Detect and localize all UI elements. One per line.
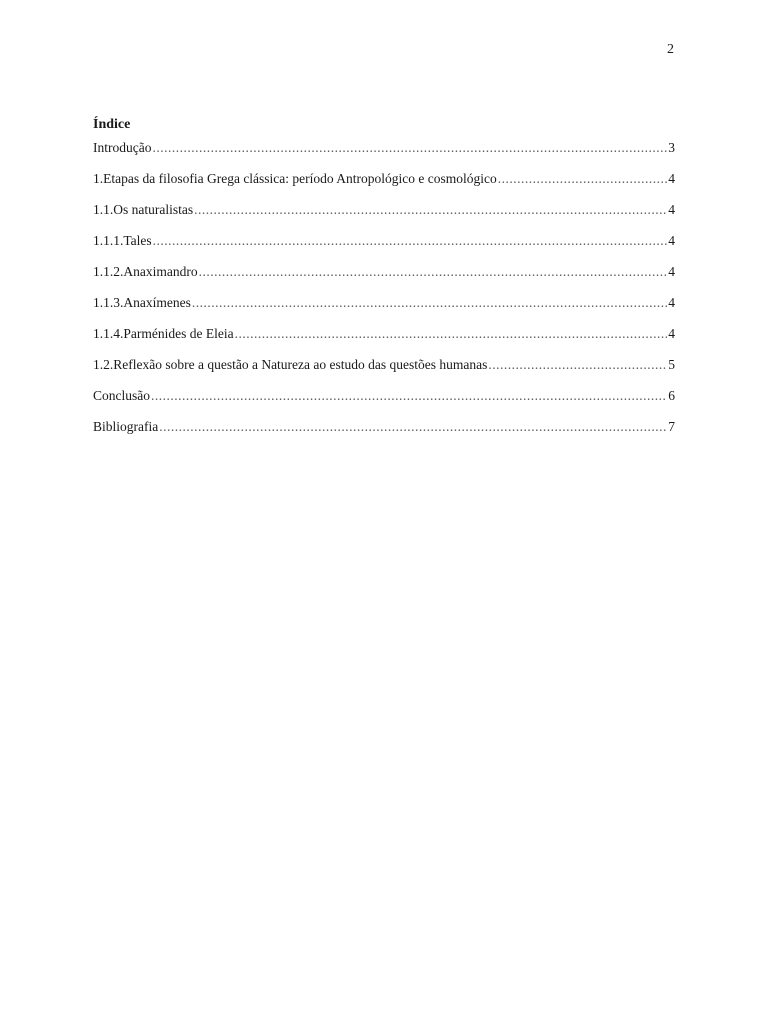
toc-entry-label: 1.1.2.Anaximandro xyxy=(93,264,198,279)
toc-dot-leader xyxy=(192,295,667,311)
toc-entry-introducao[interactable] xyxy=(93,140,675,171)
toc-entry-bibliografia[interactable] xyxy=(93,419,675,450)
page-number: 2 xyxy=(667,42,674,57)
toc-entry-page: 6 xyxy=(668,388,675,403)
toc-dot-leader xyxy=(159,419,667,435)
toc-entry-label: 1.2.Reflexão sobre a questão a Natureza ao estudo das questões humanas xyxy=(93,357,488,372)
toc-dot-leader xyxy=(488,357,667,373)
toc-dot-leader xyxy=(153,233,668,249)
toc-entry-label: 1.1.4.Parménides de Eleia xyxy=(93,326,234,341)
toc-entry-page: 3 xyxy=(668,140,675,155)
toc-dot-leader xyxy=(235,326,668,342)
toc-entry-page: 4 xyxy=(668,264,675,279)
toc-entry-tales[interactable] xyxy=(93,233,675,264)
toc-entry-anaximenes[interactable] xyxy=(93,295,675,326)
toc-entry-label: 1.Etapas da filosofia Grega clássica: período Antropológico e cosmológico xyxy=(93,171,497,186)
toc-entry-conclusao[interactable] xyxy=(93,388,675,419)
toc-entry-label: 1.1.Os naturalistas xyxy=(93,202,194,217)
toc-entry-reflexao[interactable] xyxy=(93,357,675,388)
toc-entry-anaximandro[interactable] xyxy=(93,264,675,295)
toc-entry-etapas[interactable] xyxy=(93,171,675,202)
table-of-contents xyxy=(93,115,675,450)
toc-entry-label: Introdução xyxy=(93,140,152,155)
toc-entry-label: Conclusão xyxy=(93,388,150,403)
toc-entry-label: 1.1.1.Tales xyxy=(93,233,152,248)
toc-entry-page: 4 xyxy=(668,326,675,341)
toc-dot-leader xyxy=(498,171,667,187)
toc-entry-label: Bibliografia xyxy=(93,419,159,434)
toc-entry-page: 4 xyxy=(668,233,675,248)
toc-entry-page: 7 xyxy=(668,419,675,434)
toc-entry-page: 4 xyxy=(668,202,675,217)
toc-entry-parmenides[interactable] xyxy=(93,326,675,357)
toc-list xyxy=(93,140,675,450)
toc-dot-leader xyxy=(194,202,667,218)
toc-dot-leader xyxy=(152,140,667,156)
toc-title: Índice xyxy=(93,117,131,132)
toc-entry-page: 5 xyxy=(668,357,675,372)
toc-entry-naturalistas[interactable] xyxy=(93,202,675,233)
toc-entry-page: 4 xyxy=(668,171,675,186)
toc-entry-page: 4 xyxy=(668,295,675,310)
toc-dot-leader xyxy=(151,388,667,404)
toc-entry-label: 1.1.3.Anaxímenes xyxy=(93,295,191,310)
toc-dot-leader xyxy=(199,264,668,280)
